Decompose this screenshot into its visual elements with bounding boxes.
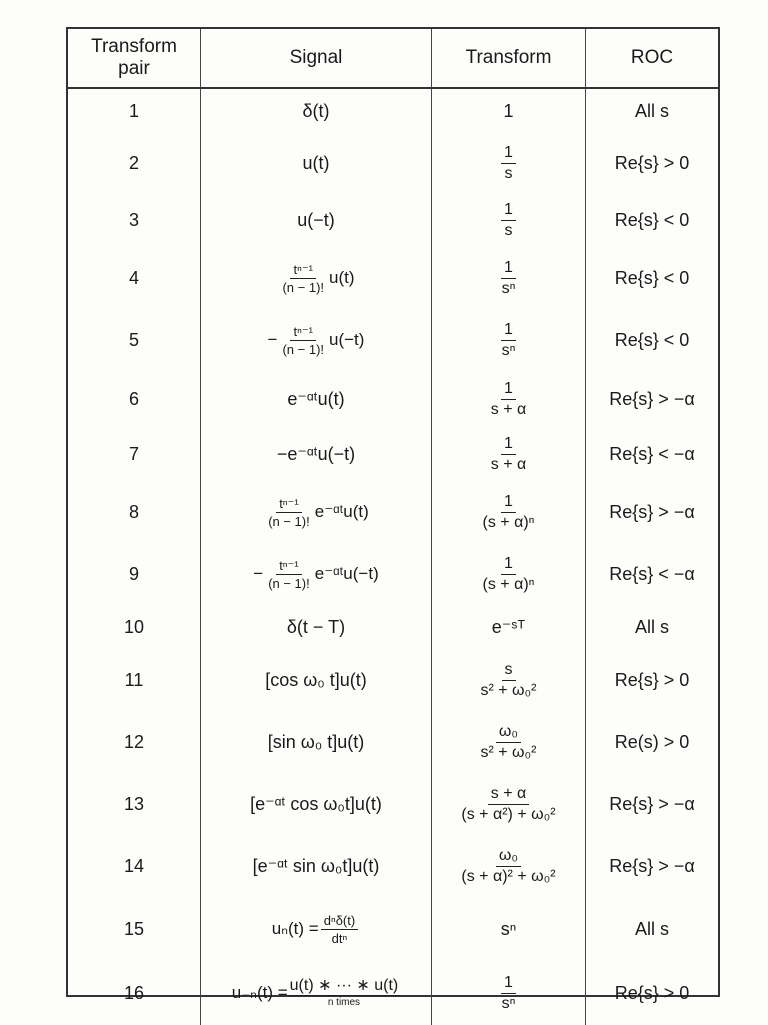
transform-cell — [432, 835, 586, 897]
transform-fraction-denominator: s — [504, 164, 513, 182]
signal-cell — [201, 427, 432, 481]
transform-fraction-numerator: 1 — [501, 380, 516, 400]
signal-cell — [201, 193, 432, 247]
roc-condition: Re{s} < 0 — [614, 209, 690, 230]
roc-condition: Re(s) > 0 — [614, 731, 690, 752]
transform-fraction — [480, 493, 538, 532]
roc-cell — [586, 961, 718, 1025]
signal-expression: u(t) — [302, 152, 330, 173]
signal-cell — [201, 89, 432, 133]
transform-fraction-numerator: 1 — [501, 493, 516, 513]
roc-condition: Re{s} > 0 — [614, 669, 690, 690]
roc-condition: Re{s} > 0 — [614, 982, 690, 1003]
underbrace-group — [288, 977, 401, 1009]
row-number: 8 — [128, 501, 139, 522]
transform-fraction-denominator: s² + ω₀² — [480, 743, 537, 761]
header-transform-pair — [68, 29, 201, 89]
roc-condition: Re{s} > −α — [609, 388, 695, 409]
roc-cell — [586, 711, 718, 773]
transform-fraction — [480, 555, 538, 594]
roc-cell — [586, 247, 718, 309]
row-number: 6 — [128, 388, 139, 409]
row-number-cell — [68, 605, 201, 649]
transform-fraction — [499, 259, 519, 298]
roc-cell — [586, 835, 718, 897]
transform-fraction-numerator: 1 — [501, 144, 516, 164]
header-transform-label: Transform — [465, 47, 552, 68]
roc-cell — [586, 897, 718, 961]
signal-cell — [201, 481, 432, 543]
roc-condition: Re{s} < 0 — [614, 267, 690, 288]
signal-fraction — [321, 913, 358, 946]
table-grid — [68, 29, 718, 1012]
row-number: 4 — [128, 267, 139, 288]
row-number-cell — [68, 897, 201, 961]
transform-fraction — [458, 785, 558, 824]
row-number: 13 — [123, 793, 145, 814]
row-number: 15 — [123, 918, 145, 939]
transform-cell — [432, 543, 586, 605]
transform-fraction — [477, 661, 539, 700]
transform-fraction-denominator: (s + α)ⁿ — [482, 513, 535, 531]
roc-condition: Re{s} > 0 — [614, 152, 690, 173]
roc-cell — [586, 649, 718, 711]
transform-cell — [432, 711, 586, 773]
transform-fraction-numerator: ω₀ — [496, 723, 521, 743]
row-number: 2 — [128, 152, 139, 173]
laplace-transform-table — [66, 27, 720, 1012]
signal-fraction — [279, 324, 327, 357]
transform-fraction-denominator: sⁿ — [501, 341, 516, 359]
transform-fraction — [501, 201, 516, 240]
row-number-cell — [68, 309, 201, 371]
transform-fraction-numerator: 1 — [501, 555, 516, 575]
transform-fraction-denominator: s² + ω₀² — [480, 681, 537, 699]
roc-cell — [586, 89, 718, 133]
transform-fraction-numerator: 1 — [501, 201, 516, 221]
row-number-cell — [68, 649, 201, 711]
transform-expression: 1 — [503, 100, 514, 121]
signal-expression — [232, 977, 400, 1009]
row-number: 9 — [128, 563, 139, 584]
signal-cell — [201, 835, 432, 897]
signal-expression: [e⁻ᵅᵗ sin ω₀t]u(t) — [252, 855, 380, 876]
signal-cell — [201, 371, 432, 427]
signal-expression — [277, 262, 354, 295]
roc-condition: All s — [634, 616, 669, 637]
roc-cell — [586, 193, 718, 247]
roc-condition: All s — [634, 918, 669, 939]
header-transform — [432, 29, 586, 89]
row-number: 11 — [124, 669, 144, 690]
transform-fraction-denominator: (s + α)² + ω₀² — [461, 867, 556, 885]
transform-fraction-numerator: s — [502, 661, 516, 681]
transform-fraction-numerator: s + α — [488, 785, 529, 805]
convolution-terms: u(t) ∗ ··· ∗ u(t) — [289, 977, 399, 994]
transform-cell — [432, 961, 586, 1025]
transform-fraction-denominator: (s + α)ⁿ — [482, 575, 535, 593]
row-number-cell — [68, 773, 201, 835]
transform-fraction-denominator: s + α — [490, 400, 527, 418]
header-signal — [201, 29, 432, 89]
signal-fraction-numerator: tⁿ⁻¹ — [276, 496, 302, 513]
header-roc-label: ROC — [630, 47, 674, 68]
signal-fraction-denominator: (n − 1)! — [282, 279, 325, 295]
transform-fraction — [501, 144, 516, 183]
transform-cell — [432, 371, 586, 427]
header-pair-label: Transform pair — [91, 36, 177, 79]
row-number: 1 — [128, 100, 139, 121]
transform-cell — [432, 247, 586, 309]
signal-suffix: u(t) — [329, 268, 355, 287]
transform-cell — [432, 89, 586, 133]
signal-fraction — [265, 558, 313, 591]
signal-expression — [272, 913, 360, 946]
signal-fraction-denominator: dtⁿ — [331, 930, 348, 946]
row-number: 14 — [123, 855, 145, 876]
transform-fraction-denominator: sⁿ — [501, 994, 516, 1012]
row-number-cell — [68, 711, 201, 773]
row-number-cell — [68, 133, 201, 193]
transform-cell — [432, 897, 586, 961]
row-number-cell — [68, 427, 201, 481]
row-number-cell — [68, 89, 201, 133]
signal-expression: e⁻ᵅᵗu(t) — [287, 388, 345, 409]
transform-fraction-numerator: 1 — [501, 321, 516, 341]
roc-condition: Re{s} > −α — [609, 855, 695, 876]
row-number-cell — [68, 247, 201, 309]
signal-cell — [201, 773, 432, 835]
signal-prefix: u₋ₙ(t) = — [231, 983, 288, 1002]
signal-fraction-denominator: (n − 1)! — [282, 341, 325, 357]
transform-cell — [432, 309, 586, 371]
underbrace-label: n times — [327, 997, 361, 1008]
row-number: 10 — [123, 616, 145, 637]
transform-fraction-numerator: ω₀ — [496, 847, 521, 867]
row-number: 12 — [123, 731, 145, 752]
signal-expression: u(−t) — [297, 209, 335, 230]
signal-expression: [cos ω₀ t]u(t) — [265, 669, 367, 690]
row-number-cell — [68, 835, 201, 897]
transform-cell — [432, 427, 586, 481]
signal-expression — [263, 496, 369, 529]
row-number-cell — [68, 371, 201, 427]
roc-cell — [586, 481, 718, 543]
signal-fraction-numerator: tⁿ⁻¹ — [290, 262, 316, 279]
signal-cell — [201, 605, 432, 649]
roc-cell — [586, 605, 718, 649]
signal-fraction-numerator: dⁿδ(t) — [321, 913, 358, 930]
transform-cell — [432, 193, 586, 247]
transform-cell — [432, 605, 586, 649]
roc-cell — [586, 543, 718, 605]
transform-fraction-numerator: 1 — [501, 435, 516, 455]
signal-fraction-denominator: (n − 1)! — [268, 513, 310, 529]
signal-cell — [201, 133, 432, 193]
signal-prefix: − — [253, 564, 264, 583]
roc-condition: All s — [634, 100, 669, 121]
signal-cell — [201, 247, 432, 309]
signal-cell — [201, 961, 432, 1025]
signal-suffix: u(−t) — [329, 330, 365, 349]
roc-cell — [586, 309, 718, 371]
transform-fraction — [477, 723, 539, 762]
transform-cell — [432, 133, 586, 193]
row-number-cell — [68, 543, 201, 605]
roc-condition: Re{s} < −α — [609, 443, 695, 464]
signal-cell — [201, 711, 432, 773]
signal-fraction — [265, 496, 313, 529]
signal-fraction-numerator: tⁿ⁻¹ — [290, 324, 316, 341]
signal-expression — [253, 558, 378, 591]
signal-expression: [sin ω₀ t]u(t) — [267, 731, 365, 752]
transform-fraction — [499, 321, 519, 360]
transform-expression: e⁻ˢᵀ — [491, 616, 526, 637]
roc-condition: Re{s} > −α — [609, 501, 695, 522]
roc-cell — [586, 371, 718, 427]
transform-fraction-denominator: s — [504, 221, 513, 239]
signal-cell — [201, 897, 432, 961]
transform-fraction — [499, 974, 519, 1013]
row-number: 5 — [128, 329, 139, 350]
row-number: 16 — [123, 982, 145, 1003]
signal-prefix: − — [267, 330, 278, 349]
signal-prefix: uₙ(t) = — [271, 919, 319, 938]
signal-expression: −e⁻ᵅᵗu(−t) — [276, 443, 356, 464]
signal-expression — [268, 324, 365, 357]
signal-expression: δ(t) — [302, 100, 330, 121]
signal-fraction — [279, 262, 327, 295]
signal-fraction-numerator: tⁿ⁻¹ — [276, 558, 302, 575]
signal-suffix: e⁻ᵅᵗu(t) — [314, 502, 369, 521]
row-number: 3 — [128, 209, 139, 230]
signal-cell — [201, 543, 432, 605]
roc-cell — [586, 773, 718, 835]
row-number-cell — [68, 481, 201, 543]
header-roc — [586, 29, 718, 89]
signal-suffix: e⁻ᵅᵗu(−t) — [314, 564, 379, 583]
transform-fraction — [458, 847, 558, 886]
transform-fraction-numerator: 1 — [501, 974, 516, 994]
transform-fraction-denominator: sⁿ — [501, 279, 516, 297]
transform-fraction-denominator: s + α — [490, 455, 527, 473]
roc-condition: Re{s} < 0 — [614, 329, 690, 350]
row-number: 7 — [128, 443, 139, 464]
row-number-cell — [68, 193, 201, 247]
transform-cell — [432, 649, 586, 711]
transform-cell — [432, 481, 586, 543]
signal-cell — [201, 649, 432, 711]
transform-fraction-denominator: (s + α²) + ω₀² — [461, 805, 556, 823]
transform-fraction-numerator: 1 — [501, 259, 516, 279]
header-signal-label: Signal — [289, 47, 343, 68]
row-number-cell — [68, 961, 201, 1025]
signal-cell — [201, 309, 432, 371]
signal-expression: [e⁻ᵅᵗ cos ω₀t]u(t) — [250, 793, 382, 814]
transform-cell — [432, 773, 586, 835]
roc-cell — [586, 133, 718, 193]
roc-condition: Re{s} < −α — [609, 563, 695, 584]
transform-fraction — [488, 435, 529, 474]
transform-expression: sⁿ — [500, 918, 517, 939]
roc-cell — [586, 427, 718, 481]
roc-condition: Re{s} > −α — [609, 793, 695, 814]
transform-fraction — [488, 380, 529, 419]
signal-fraction-denominator: (n − 1)! — [268, 575, 310, 591]
signal-expression: δ(t − T) — [286, 616, 346, 637]
